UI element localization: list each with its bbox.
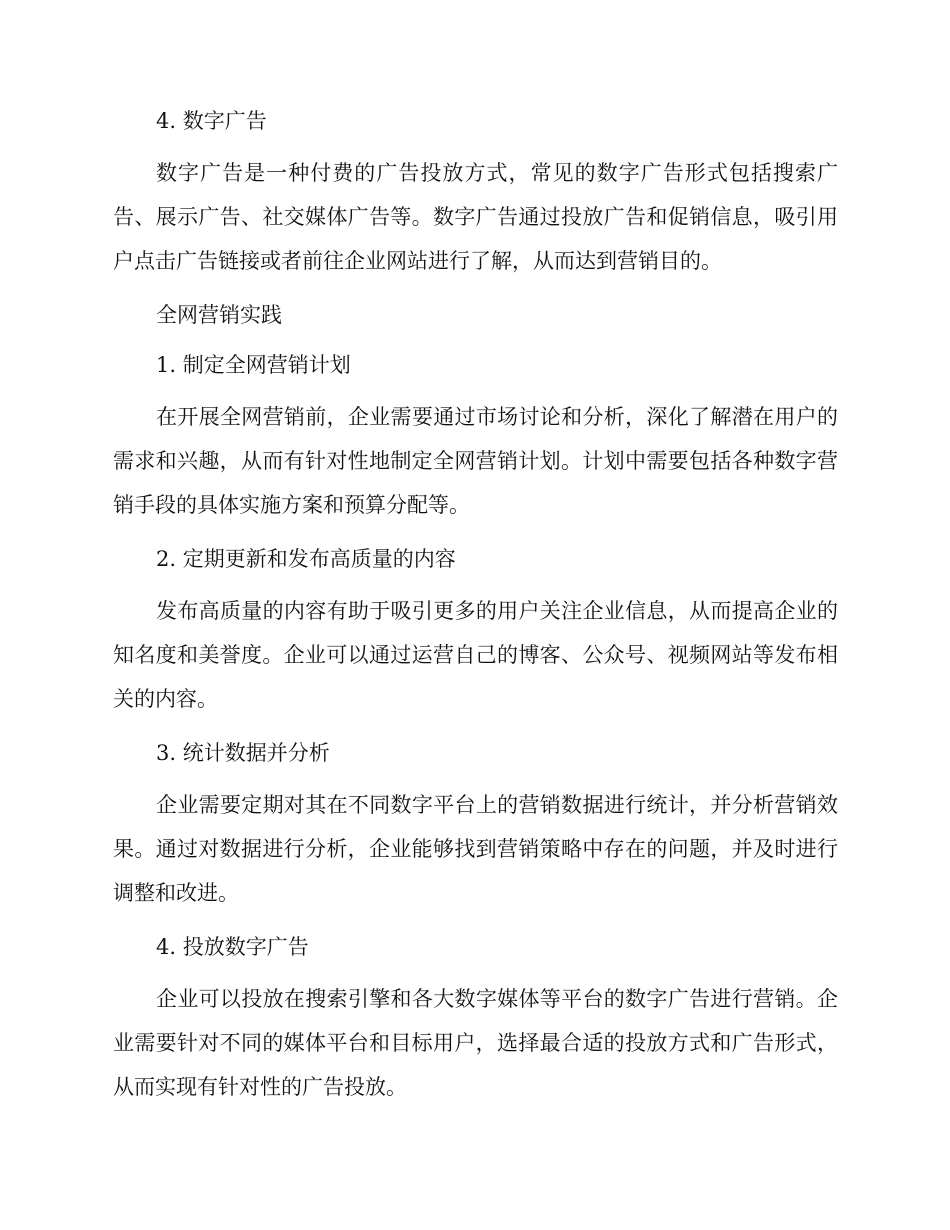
paragraph-ad-placement: 企业可以投放在搜索引擎和各大数字媒体等平台的数字广告进行营销。企业需要针对不同的媒体平台和目标用户，选择最合适的投放方式和广告形式，从而实现有针对性的广告投放。: [113, 987, 838, 1099]
paragraph-content: 发布高质量的内容有助于吸引更多的用户关注企业信息，从而提高企业的知名度和美誉度。企业可以通过运营自己的博客、公众号、视频网站等发布相关的内容。: [113, 599, 838, 711]
section-heading-digital-ads: 4. 数字广告: [156, 109, 267, 133]
paragraph-digital-ads: 数字广告是一种付费的广告投放方式，常见的数字广告形式包括搜索广告、展示广告、社交媒体广告等。数字广告通过投放广告和促销信息，吸引用户点击广告链接或者前往企业网站进行了解，从而达到营销目的。: [113, 161, 838, 273]
section-heading-plan: 1. 制定全网营销计划: [156, 353, 351, 377]
section-heading-practice: 全网营销实践: [156, 303, 282, 327]
section-heading-ad-placement: 4. 投放数字广告: [156, 935, 309, 959]
paragraph-statistics: 企业需要定期对其在不同数字平台上的营销数据进行统计，并分析营销效果。通过对数据进行分析，企业能够找到营销策略中存在的问题，并及时进行调整和改进。: [113, 793, 838, 905]
paragraph-plan: 在开展全网营销前，企业需要通过市场讨论和分析，深化了解潜在用户的需求和兴趣，从而有针对性地制定全网营销计划。计划中需要包括各种数字营销手段的具体实施方案和预算分配等。: [113, 405, 838, 517]
section-heading-statistics: 3. 统计数据并分析: [156, 741, 330, 765]
section-heading-content: 2. 定期更新和发布高质量的内容: [156, 547, 456, 571]
